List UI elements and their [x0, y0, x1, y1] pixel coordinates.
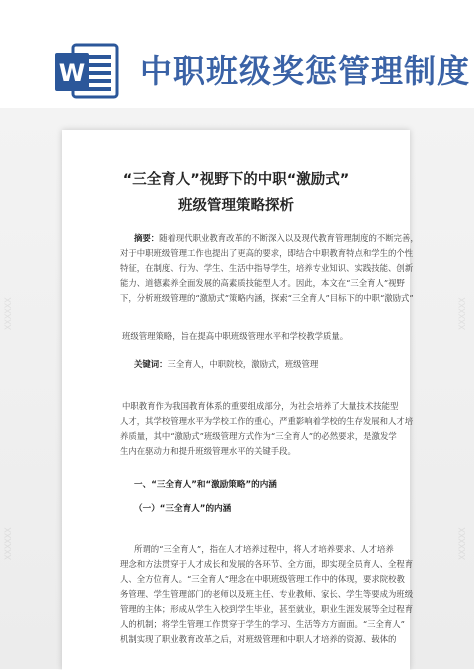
body-line: 所谓的“三全育人”，指在人才培养过程中，将人才培养要求、人才培养 — [134, 544, 394, 554]
intro-line: 中职教育作为我国教育体系的重要组成部分，为社会培养了大量技术技能型 — [122, 401, 399, 411]
abstract-line: 下，分析班级管理的“激励式”策略内涵，探索“三全育人”目标下的中职“激励式” — [120, 293, 414, 303]
watermark-right-upper: XXXXXX — [458, 297, 468, 330]
intro-line: 养质量，其中“激励式”班级管理方式作为“三全育人”的必然要求，是激发学 — [120, 431, 397, 441]
keywords-label: 关键词： — [134, 359, 168, 369]
document-title-line-1: “三全育人”视野下的中职“激励式” — [122, 172, 350, 188]
watermark-right-lower: XXXXXX — [458, 527, 468, 560]
intro-line: 人才，其学校管理水平为学校工作的重心，严重影响着学校的生存发展和人才培 — [120, 416, 414, 426]
abstract-line: 摘要：随着现代职业教育改革的不断深入以及现代教育管理制度的不断完善， — [134, 233, 419, 243]
body-line: 务管理、学生管理部门的老师以及班主任、专业教师、家长、学生等要成为班级 — [120, 589, 414, 599]
abstract-tail: 班级管理策略，旨在提高中职班级管理水平和学校教学质量。 — [122, 331, 349, 341]
keywords-value: 三全育人，中职院校，激励式，班级管理 — [167, 359, 319, 369]
body-line: 人、全方位育人。“三全育人”理念在中职班级管理工作中的体现，要求院校教 — [120, 574, 405, 584]
body-line: 机制实现了职业教育改革之后，对班级管理和中职人才培养的资源、载体的 — [120, 634, 397, 644]
document-page — [62, 130, 419, 670]
abstract-line: 对于中职班级管理工作也提出了更高的要求，即结合中职教育特点和学生的个性 — [120, 248, 414, 258]
abstract-line: 特征，在制度、行为、学生、生活中指导学生，培养专业知识、实践技能、创新 — [120, 263, 414, 273]
watermark-left-lower: XXXXXX — [4, 527, 14, 560]
keywords-line — [134, 359, 318, 370]
word-document-icon — [55, 43, 119, 99]
banner-title: 中职班级奖惩管理制度 — [140, 52, 471, 90]
document-title-line-2: 班级管理策略探析 — [178, 198, 294, 214]
section-heading: 一、“三全育人”和“激励策略”的内涵 — [134, 480, 277, 490]
page-banner — [0, 0, 474, 110]
abstract-label: 摘要： — [134, 233, 160, 243]
abstract-line: 能力、道德素养全面发展的高素质技能型人才。因此，本文在“三全育人”视野 — [120, 278, 405, 288]
watermark-left-upper: XXXXXX — [4, 297, 14, 330]
body-line: 人的机制；将学生管理工作贯穿于学生的学习、生活等方方面面。“三全育人” — [120, 619, 405, 629]
intro-line: 生内在驱动力和提升班级管理水平的关键手段。 — [120, 446, 296, 456]
subsection-heading: （一）“三全育人”的内涵 — [134, 504, 232, 514]
body-line: 理念和方法贯穿于人才成长和发展的各环节、全方面，即实现全员育人、全程育 — [120, 559, 414, 569]
word-icon-letter: W — [58, 59, 86, 87]
body-line: 管理的主体；形成从学生入校到学生毕业，甚至就业，职业生涯发展等全过程育 — [120, 604, 414, 614]
